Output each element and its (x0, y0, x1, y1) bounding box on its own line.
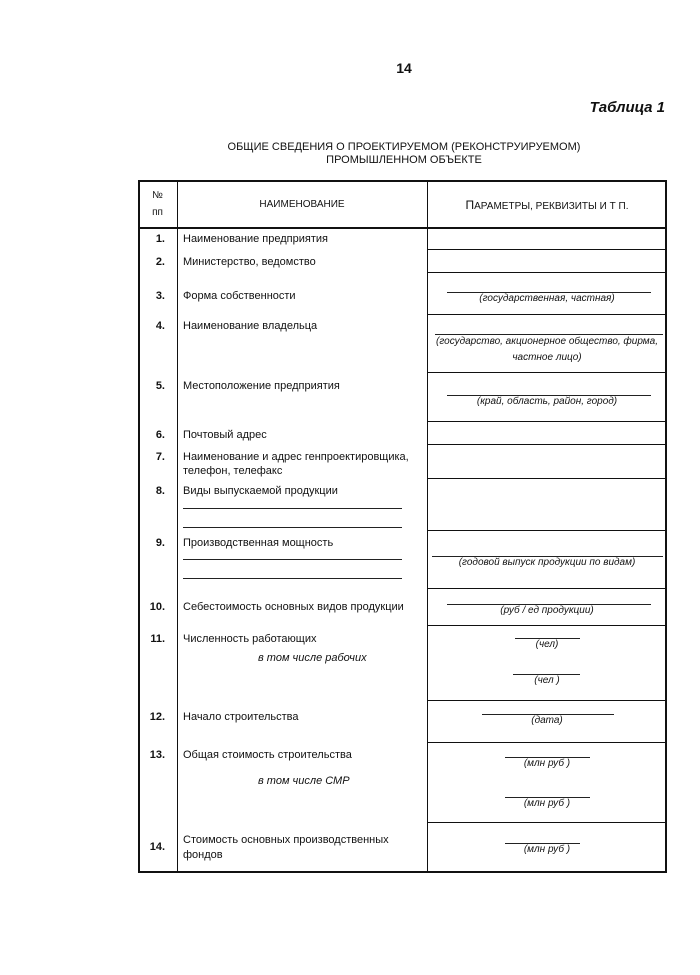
row-number: 9. (155, 537, 165, 549)
header-divider (138, 227, 667, 229)
row-name: Наименование предприятия (183, 233, 328, 245)
params-cell-divider (427, 314, 667, 315)
page-number: 14 (396, 60, 412, 76)
row-number: 14. (149, 841, 165, 853)
param-hint: (государство, акционерное общество, фирма, (435, 336, 658, 347)
row-name: Стоимость основных производственных (183, 834, 389, 846)
column-divider-number (177, 180, 178, 873)
row-name: Численность работающих (183, 633, 317, 645)
row-number: 12. (149, 711, 165, 723)
table-title-line-1: ОБЩИЕ СВЕДЕНИЯ О ПРОЕКТИРУЕМОМ (РЕКОНСТРУИРУЕМОМ) (227, 141, 581, 153)
param-hint: (дата) (531, 715, 563, 726)
row-number: 5. (155, 380, 165, 392)
params-cell-divider (427, 444, 667, 445)
params-cell-divider (427, 249, 667, 250)
row-number: 8. (155, 485, 165, 497)
row-name: Начало строительства (183, 711, 299, 723)
row-name: Производственная мощность (183, 537, 334, 549)
param-hint: (млн руб ) (523, 798, 571, 809)
row-name: Местоположение предприятия (183, 380, 340, 392)
header-params: ПАРАМЕТРЫ, РЕКВИЗИТЫ И Т П. (465, 198, 629, 212)
row-sub-label: в том числе рабочих (258, 652, 367, 664)
params-cell-divider (427, 588, 667, 589)
param-hint: частное лицо) (512, 352, 582, 363)
param-hint: (чел ) (534, 675, 560, 686)
param-hint: (чел) (535, 639, 559, 650)
params-cell-divider (427, 625, 667, 626)
row-number: 11. (150, 633, 165, 645)
fill-line (183, 527, 402, 528)
row-name: Виды выпускаемой продукции (183, 485, 338, 497)
row-name: Министерство, ведомство (183, 256, 316, 268)
param-hint: (руб / ед продукции) (500, 605, 594, 616)
header-number-line-2: пп (152, 207, 163, 218)
fill-line (435, 334, 663, 335)
row-name: Наименование владельца (183, 320, 318, 332)
row-number: 3. (155, 290, 165, 302)
row-number: 7. (155, 451, 165, 463)
table-title-line-2: ПРОМЫШЛЕННОМ ОБЪЕКТЕ (326, 154, 482, 166)
params-cell-divider (427, 478, 667, 479)
row-number: 10. (149, 601, 165, 613)
fill-line (183, 508, 402, 509)
params-cell-divider (427, 742, 667, 743)
params-cell-divider (427, 822, 667, 823)
row-name: Форма собственности (183, 290, 296, 302)
row-number: 1. (155, 233, 165, 245)
row-name: Общая стоимость строительства (183, 749, 352, 761)
param-hint: (годовой выпуск продукции по видам) (458, 557, 636, 568)
params-cell-divider (427, 700, 667, 701)
row-number: 2. (155, 256, 165, 268)
row-name: Себестоимость основных видов продукции (183, 601, 404, 613)
table-label: Таблица 1 (589, 99, 665, 116)
params-cell-divider (427, 530, 667, 531)
param-hint: (государственная, частная) (479, 293, 615, 304)
fill-line (183, 578, 402, 579)
row-name: Почтовый адрес (183, 429, 267, 441)
row-number: 4. (155, 320, 165, 332)
row-name-line-2: фондов (183, 849, 223, 861)
row-sub-label: в том числе СМР (258, 775, 350, 787)
params-cell-divider (427, 372, 667, 373)
row-name: Наименование и адрес генпроектировщика, (183, 451, 409, 463)
header-name: НАИМЕНОВАНИЕ (259, 199, 345, 210)
header-number-line-1: № (152, 190, 163, 201)
row-name-line-2: телефон, телефакс (183, 465, 283, 477)
row-number: 6. (155, 429, 165, 441)
params-cell-divider (427, 272, 667, 273)
row-number: 13. (149, 749, 165, 761)
param-hint: (млн руб ) (523, 758, 571, 769)
param-hint: (край, область, район, город) (476, 396, 618, 407)
fill-line (183, 559, 402, 560)
params-cell-divider (427, 421, 667, 422)
param-hint: (млн руб ) (523, 844, 571, 855)
